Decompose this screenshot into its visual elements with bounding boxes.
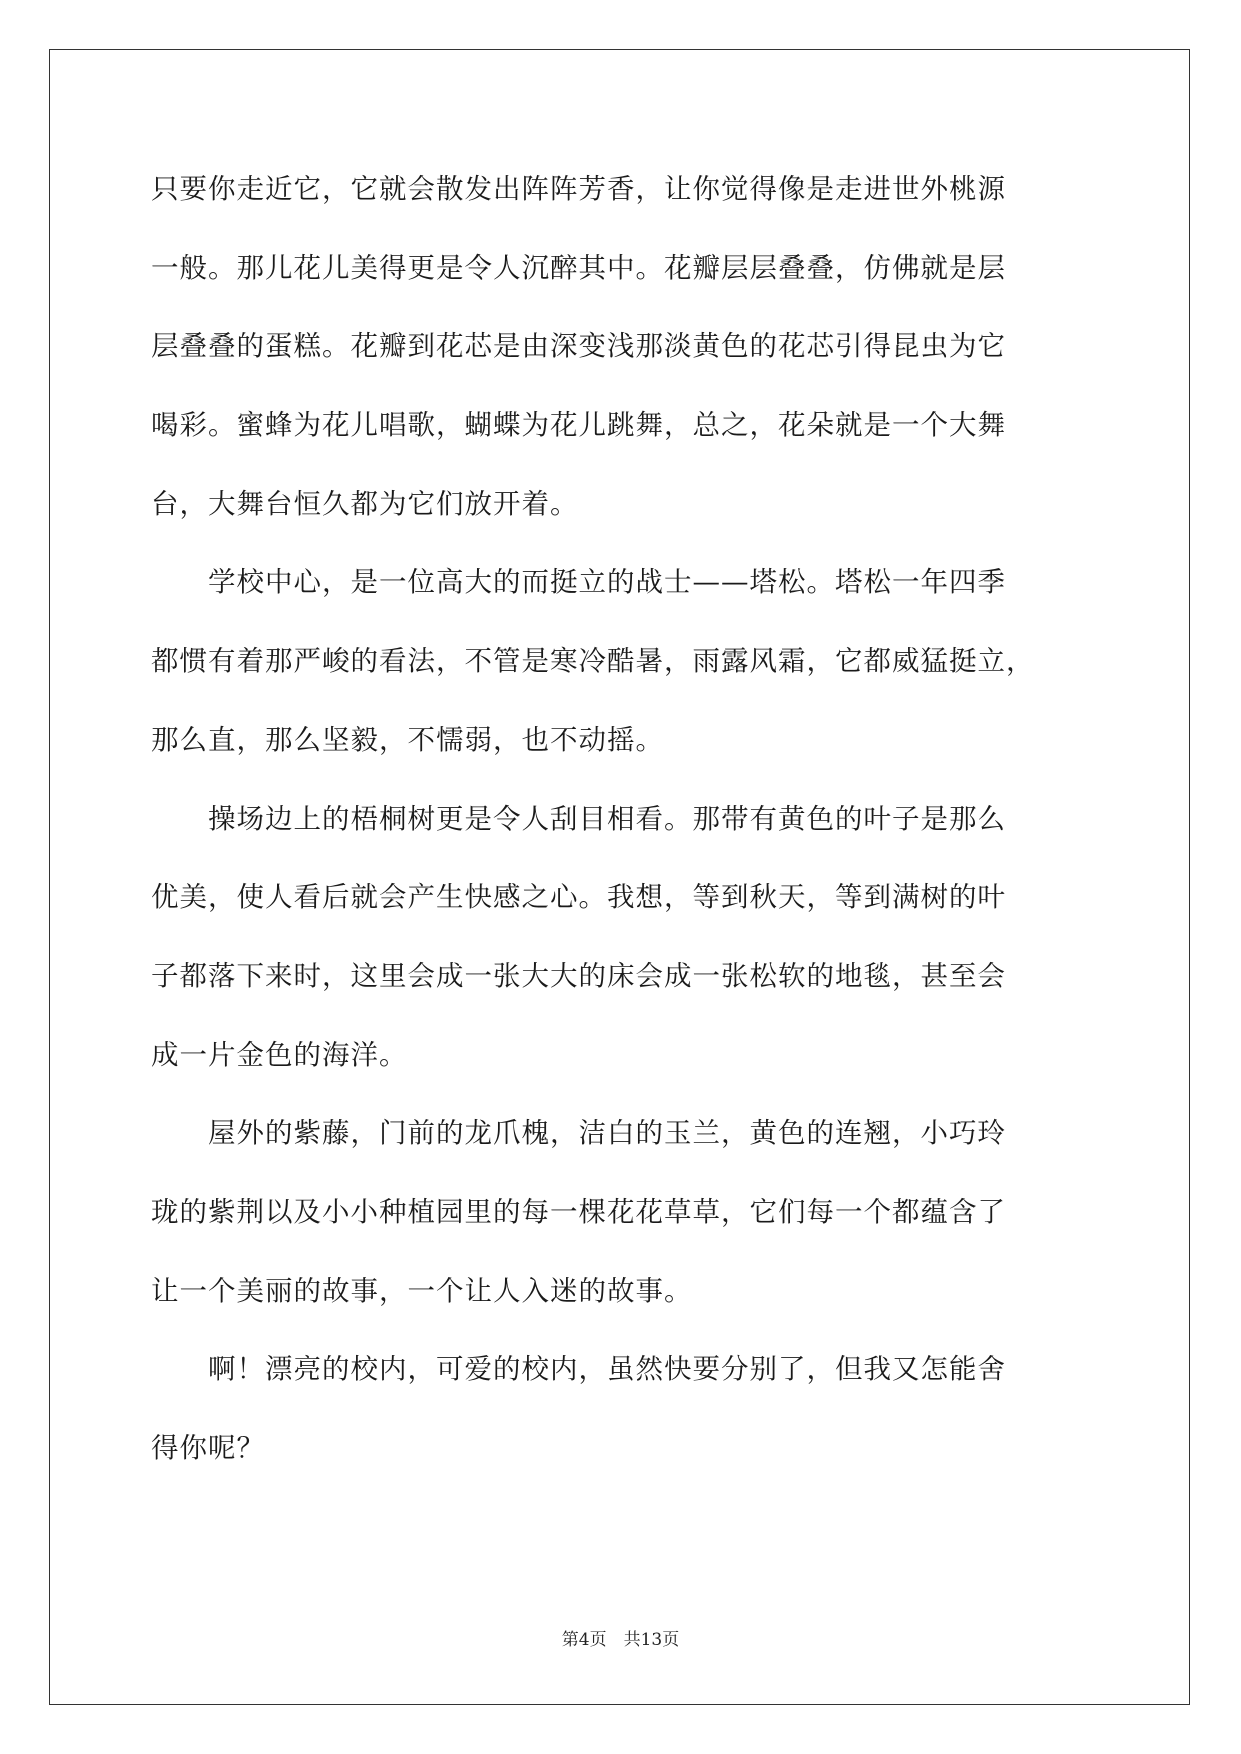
text-line: 得你呢？	[151, 1432, 265, 1464]
text-line: 都惯有着那严峻的看法，不管是寒冷酷暑，雨露风霜，它都威猛挺立，	[151, 645, 1035, 678]
text-line: 操场边上的梧桐树更是令人刮目相看。那带有黄色的叶子是那么	[151, 802, 1006, 835]
text-line: 珑的紫荆以及小小种植园里的每一棵花花草草，它们每一个都蕴含了	[151, 1195, 1006, 1228]
document-body	[151, 150, 1109, 1488]
text-line: 那么直，那么坚毅，不懦弱，也不动摇。	[151, 723, 664, 756]
text-line: 啊！漂亮的校内，可爱的校内，虽然快要分别了，但我又怎能舍	[151, 1353, 1006, 1386]
text-line: 喝彩。蜜蜂为花儿唱歌，蝴蝶为花儿跳舞，总之，花朵就是一个大舞	[151, 409, 1006, 442]
text-line: 台，大舞台恒久都为它们放开着。	[151, 487, 579, 520]
text-line: 优美，使人看后就会产生快感之心。我想，等到秋天，等到满树的叶	[151, 881, 1006, 914]
text-line: 子都落下来时，这里会成一张大大的床会成一张松软的地毯，甚至会	[151, 959, 1006, 992]
text-line: 让一个美丽的故事，一个让人入迷的故事。	[151, 1274, 693, 1307]
text-line: 学校中心，是一位高大的而挺立的战士——塔松。塔松一年四季	[151, 566, 1006, 599]
text-line: 屋外的紫藤，门前的龙爪槐，洁白的玉兰，黄色的连翘，小巧玲	[151, 1117, 1006, 1150]
text-line: 层叠叠的蛋糕。花瓣到花芯是由深变浅那淡黄色的花芯引得昆虫为它	[151, 330, 1006, 363]
page-number-footer: 第4页 共13页	[561, 1630, 680, 1650]
text-line: 只要你走近它，它就会散发出阵阵芳香，让你觉得像是走进世外桃源	[151, 173, 1006, 205]
text-line: 成一片金色的海洋。	[151, 1038, 408, 1071]
text-line: 一般。那儿花儿美得更是令人沉醉其中。花瓣层层叠叠，仿佛就是层	[151, 251, 1006, 284]
